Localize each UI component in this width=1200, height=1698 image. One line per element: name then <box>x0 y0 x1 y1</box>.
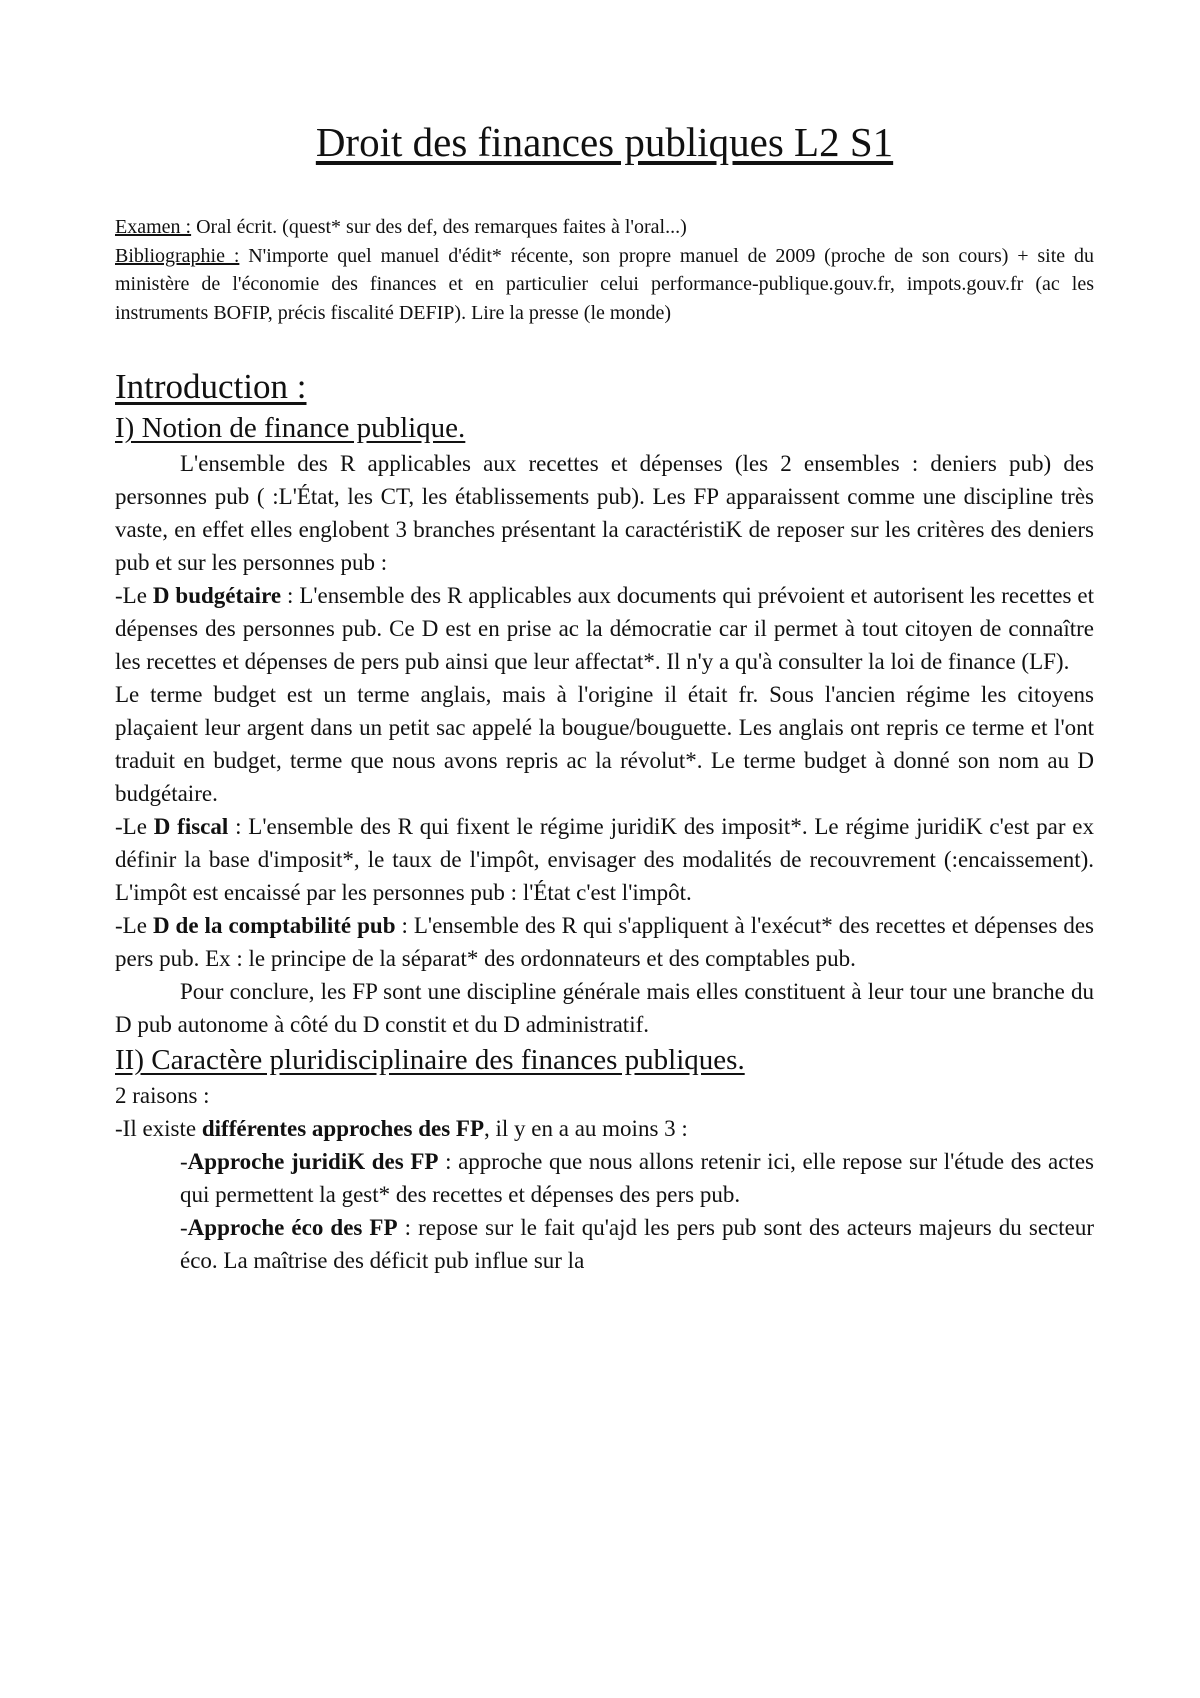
branch-comptabilite <box>115 909 1094 975</box>
budget-origin-paragraph: Le terme budget est un terme anglais, mais à l'origine il était fr. Sous l'ancien régime les citoyens plaçaient leur argent dans un petit sac appelé la bougue/bouguette. Les anglais ont repris ce terme et l'ont traduit en budget, terme que nous avons repris ac la révolut*. Le terme budget à donné son nom au D budgétaire. <box>115 682 1094 807</box>
branch-comptabilite-text: : L'ensemble des R qui s'appliquent à l'exécut* des recettes et dépenses des pers pub. Ex : le principe de la séparat* des ordonnateurs et des comptables pub. <box>115 913 1094 972</box>
branch-fiscal <box>115 810 1094 909</box>
approaches-prefix: -Il existe <box>115 1116 202 1142</box>
branch-fiscal-text: : L'ensemble des R qui fixent le régime juridiK des imposit*. Le régime juridiK c'est par ex définir la base d'imposit*, le taux de l'impôt, envisager des modalités de recouvrement (:encaissement). L'impôt est encaissé par les personnes pub : l'État c'est l'impôt. <box>115 814 1095 906</box>
approaches-text: , il y en a au moins 3 : <box>484 1116 688 1142</box>
section2-heading: II) Caractère pluridisciplinaire des finances publiques. <box>115 1044 745 1077</box>
section1-paragraph-1: L'ensemble des R applicables aux recettes et dépenses (les 2 ensembles : deniers pub) des personnes pub ( :L'État, les CT, les établissements pub). Les FP apparaissent comme une discipline très vaste, en effet elles englobent 3 branches présentant la caractéristiK de reposer sur les critères des deniers pub et sur les personnes pub : <box>115 451 1094 576</box>
approach-eco <box>115 1211 1094 1277</box>
section1-heading: I) Notion de finance publique. <box>115 412 466 445</box>
bibliography-label: Bibliographie : <box>115 244 240 267</box>
branch-comptabilite-term: D de la comptabilité pub <box>152 913 396 939</box>
section1-conclusion: Pour conclure, les FP sont une discipline générale mais elles constituent à leur tour une branche du D pub autonome à côté du D constit et du D administratif. <box>115 979 1094 1038</box>
exam-line <box>115 213 1094 242</box>
approach-juridique-term: Approche juridiK des FP <box>187 1149 439 1175</box>
approach-eco-text: : repose sur le fait qu'ajd les pers pub sont des acteurs majeurs du secteur éco. La maîtrise des déficit pub influe sur la <box>180 1215 1094 1274</box>
approach-juridique-prefix: - <box>180 1149 188 1175</box>
exam-text: Oral écrit. (quest* sur des def, des remarques faites à l'oral...) <box>191 216 687 239</box>
approach-juridique-text: : approche que nous allons retenir ici, elle repose sur l'étude des actes qui permettent la gest* des recettes et dépenses des pers pub. <box>180 1149 1094 1208</box>
branch-budgetaire <box>115 579 1094 678</box>
exam-label: Examen : <box>115 216 192 239</box>
branch-comptabilite-prefix: -Le <box>115 913 153 939</box>
course-info <box>115 213 1094 327</box>
document-title: Droit des finances publiques L2 S1 <box>315 119 894 165</box>
introduction-heading: Introduction : <box>115 367 307 407</box>
approach-eco-term: Approche éco des FP <box>187 1215 398 1241</box>
raisons-line: 2 raisons : <box>115 1083 210 1109</box>
branch-fiscal-term: D fiscal <box>153 814 229 840</box>
branch-fiscal-prefix: -Le <box>115 814 154 840</box>
branch-budgetaire-prefix: -Le <box>115 583 153 609</box>
branch-budgetaire-term: D budgétaire <box>152 583 282 609</box>
bibliography-line <box>115 242 1094 328</box>
approach-eco-prefix: - <box>180 1215 188 1241</box>
bibliography-text: N'importe quel manuel d'édit* récente, son propre manuel de 2009 (proche de son cours) + site du ministère de l'économie des finances et en particulier celui performance-publique.gouv.fr, impots.gouv.fr (ac les instruments BOFIP, précis fiscalité DEFIP). Lire la presse (le monde) <box>115 244 1094 324</box>
branch-budgetaire-text: : L'ensemble des R applicables aux documents qui prévoient et autorisent les recettes et dépenses des personnes pub. Ce D est en prise ac la démocratie car il permet à tout citoyen de connaître les recettes et dépenses de pers pub ainsi que leur affectat*. Il n'y a qu'à consulter la loi de finance (LF). <box>115 583 1095 675</box>
approach-juridique <box>115 1145 1094 1211</box>
approaches-line <box>115 1112 1094 1145</box>
approaches-term: différentes approches des FP <box>201 1116 485 1142</box>
